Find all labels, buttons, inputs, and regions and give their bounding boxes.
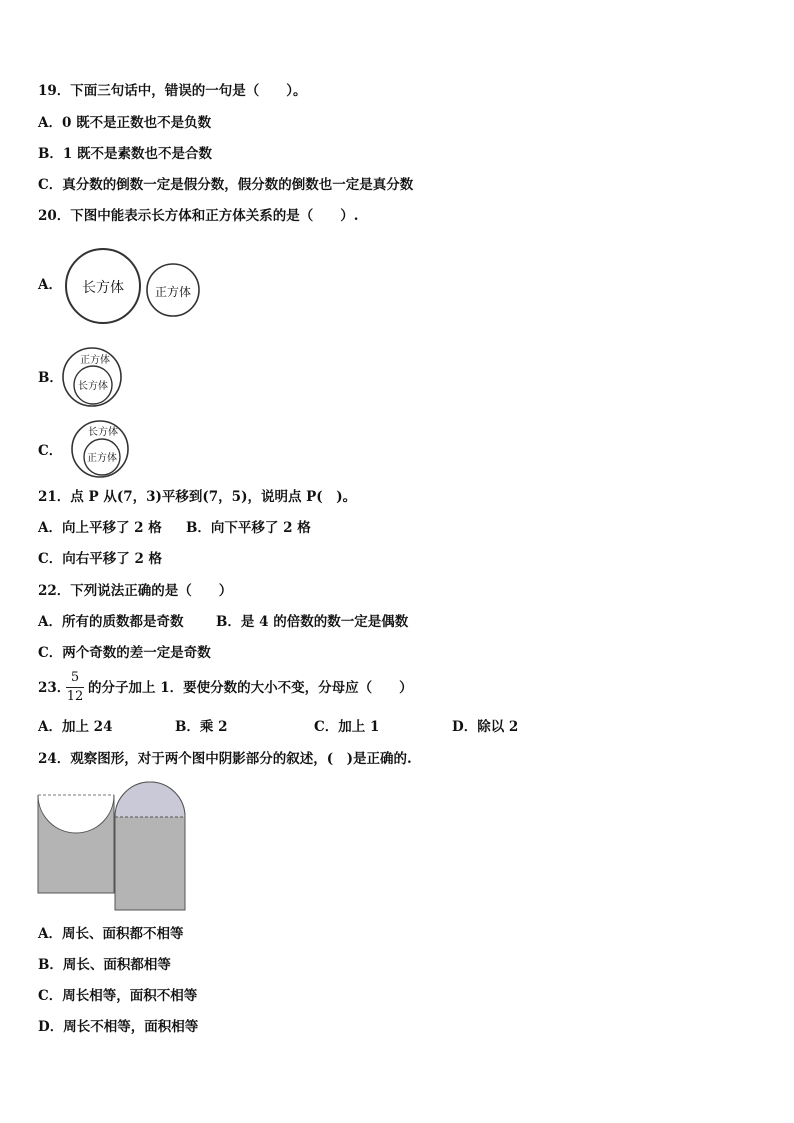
cube-label: 正方体 (87, 453, 117, 464)
question-24-option-b[interactable]: B．周长、面积都相等 (38, 957, 171, 973)
right-semicircle-top (115, 782, 185, 817)
question-21-stem: 21．点 P 从(7，3)平移到(7，5)，说明点 P( )。 (38, 489, 357, 505)
question-19-stem: 19．下面三句话中，错误的一句是（ ）。 (38, 83, 307, 99)
question-20-diagram-a (60, 245, 210, 329)
question-20-option-c-label[interactable]: C． (38, 443, 63, 459)
question-23-fraction (66, 670, 84, 705)
question-22-option-a[interactable]: A．所有的质数都是奇数 (38, 614, 184, 630)
cuboid-label: 长方体 (78, 381, 108, 392)
question-24-option-c[interactable]: C．周长相等，面积不相等 (38, 988, 198, 1004)
cube-label: 正方体 (154, 285, 192, 299)
question-19-option-b[interactable]: B．1 既不是素数也不是合数 (38, 146, 213, 162)
cuboid-label: 长方体 (88, 427, 118, 438)
question-21-option-a[interactable]: A．向上平移了 2 格 (38, 520, 162, 536)
question-22-stem: 22．下列说法正确的是（ ） (38, 583, 233, 599)
question-23-option-a[interactable]: A．加上 24 (38, 719, 113, 735)
fraction-numerator: 5 (66, 670, 84, 688)
question-22-option-b[interactable]: B．是 4 的倍数的数一定是偶数 (216, 614, 409, 630)
question-23-option-b[interactable]: B．乘 2 (175, 719, 228, 735)
question-20-diagram-c (68, 418, 132, 480)
question-22-option-c[interactable]: C．两个奇数的差一定是奇数 (38, 645, 211, 661)
cube-label: 正方体 (80, 355, 110, 366)
question-23-stem: 的分子加上 1．要使分数的大小不变，分母应（ ） (88, 680, 413, 696)
question-20-option-b-label[interactable]: B． (38, 370, 63, 386)
question-21-option-b[interactable]: B．向下平移了 2 格 (186, 520, 311, 536)
left-shaded-shape (38, 795, 114, 893)
question-20-option-a-label[interactable]: A． (38, 277, 62, 293)
cuboid-label: 长方体 (82, 280, 124, 296)
question-19-option-c[interactable]: C．真分数的倒数一定是假分数，假分数的倒数也一定是真分数 (38, 177, 414, 193)
question-21-option-c[interactable]: C．向右平移了 2 格 (38, 551, 163, 567)
question-19-option-a[interactable]: A．0 既不是正数也不是负数 (38, 115, 212, 131)
question-24-option-d[interactable]: D．周长不相等，面积相等 (38, 1019, 199, 1035)
question-20-diagram-b (60, 345, 130, 409)
question-24-diagram (36, 778, 196, 914)
question-24-option-a[interactable]: A．周长、面积都不相等 (38, 926, 184, 942)
question-23-number: 23． (38, 680, 71, 696)
fraction-denominator: 12 (66, 689, 84, 704)
question-23-option-c[interactable]: C．加上 1 (314, 719, 380, 735)
question-23-option-d[interactable]: D．除以 2 (452, 719, 519, 735)
question-20-stem: 20．下图中能表示长方体和正方体关系的是（ ）. (38, 208, 359, 224)
question-24-stem: 24．观察图形，对于两个图中阴影部分的叙述，( )是正确的. (38, 751, 412, 767)
